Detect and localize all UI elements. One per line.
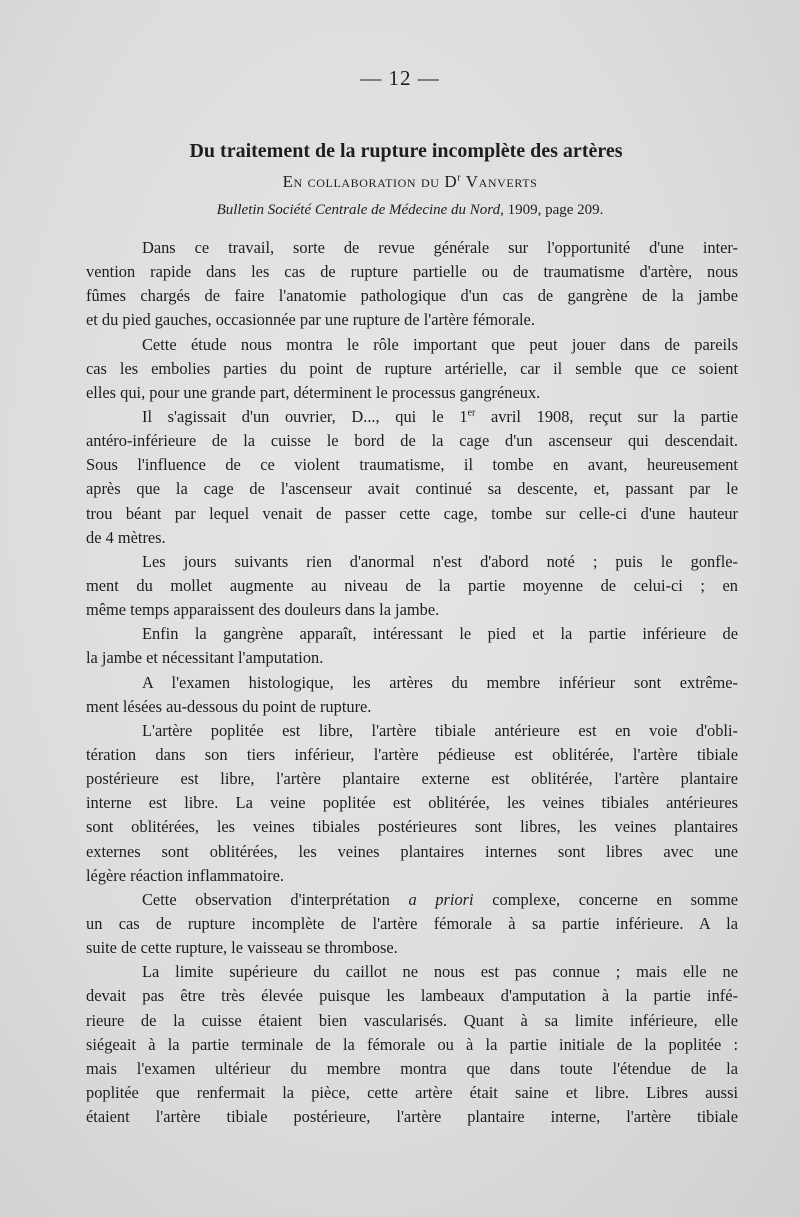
body-line-text-continued: complexe, concerne en somme <box>473 889 738 909</box>
body-line <box>86 502 738 526</box>
body-line <box>86 767 738 791</box>
body-line <box>86 912 738 936</box>
body-text <box>86 236 738 1129</box>
authors-name: Vanverts <box>465 172 538 191</box>
body-line <box>86 646 738 670</box>
body-line-text: L'artère poplitée est libre, l'artère tibiale antérieure est en voie d'obli- <box>142 720 738 740</box>
body-line-text: ment du mollet augmente au niveau de la partie moyenne de celui-ci ; en <box>86 575 738 595</box>
body-line-italic: a priori <box>408 889 474 909</box>
body-line <box>86 526 738 550</box>
body-line <box>86 1009 738 1033</box>
body-line <box>86 405 738 429</box>
body-line <box>86 453 738 477</box>
body-line-text: Cette étude nous montra le rôle important que peut jouer dans de pareils <box>142 334 738 354</box>
body-line-text: la jambe et nécessitant l'amputation. <box>86 648 324 668</box>
body-line-text: après que la cage de l'ascenseur avait continué sa descente, et, passant par le <box>86 479 738 499</box>
body-line-text: postérieure est libre, l'artère plantaire externe est oblitérée, l'artère plantaire <box>86 769 738 789</box>
body-line <box>86 260 738 284</box>
body-line-text: Sous l'influence de ce violent traumatisme, il tombe en avant, heureusement <box>86 455 738 475</box>
body-line-text: et du pied gauches, occasionnée par une rupture de l'artère fémorale. <box>86 310 535 330</box>
body-line <box>86 960 738 984</box>
body-line <box>86 284 738 308</box>
body-line <box>86 1105 738 1129</box>
body-line-text: cas les embolies parties du point de rupture artérielle, car il semble que ce soient <box>86 358 738 378</box>
body-line <box>86 429 738 453</box>
body-line-text: Il s'agissait d'un ouvrier, D..., qui le 1 <box>142 406 468 426</box>
article-citation <box>0 202 800 219</box>
body-line <box>86 815 738 839</box>
body-line-text: devait pas être très élevée puisque les lambeaux d'amputation à la partie infé- <box>86 986 738 1006</box>
body-line <box>86 308 738 332</box>
page-number: — 12 — <box>360 66 440 90</box>
body-line-text: Cette observation d'interprétation <box>142 889 409 909</box>
body-line <box>86 695 738 719</box>
body-line-text: étaient l'artère tibiale postérieure, l'artère plantaire interne, l'artère tibiale <box>86 1107 738 1127</box>
body-line-text: Dans ce travail, sorte de revue générale sur l'opportunité d'une inter- <box>142 238 738 257</box>
body-line-text: Les jours suivants rien d'anormal n'est d'abord noté ; puis le gonfle- <box>142 551 738 571</box>
body-line-text: mais l'examen ultérieur du membre montra que dans toute l'étendue de la <box>86 1058 738 1078</box>
body-line <box>86 840 738 864</box>
body-line <box>86 622 738 646</box>
body-line-text: vention rapide dans les cas de rupture partielle ou de traumatisme d'artère, nous <box>86 262 738 282</box>
citation-details: 1909, page 209. <box>507 202 604 218</box>
body-line-text: sont oblitérées, les veines tibiales postérieures sont libres, les veines plantaires <box>86 817 738 837</box>
body-line <box>86 1081 738 1105</box>
body-line-text: antéro-inférieure de la cuisse le bord de la cage d'un ascenseur qui descendait. <box>86 431 738 451</box>
body-line <box>86 864 738 888</box>
body-line <box>86 671 738 695</box>
body-line-text: Enfin la gangrène apparaît, intéressant le pied et la partie inférieure de <box>142 624 738 644</box>
body-line-text: rieure de la cuisse étaient bien vascularisés. Quant à sa limite inférieure, elle <box>86 1010 738 1030</box>
body-line <box>86 743 738 767</box>
article-title: Du traitement de la rupture incomplète des artères <box>189 140 623 162</box>
body-line <box>86 550 738 574</box>
body-line-text-continued: avril 1908, reçut sur la partie <box>475 406 738 426</box>
body-line-text: La limite supérieure du caillot ne nous est pas connue ; mais elle ne <box>142 962 738 982</box>
body-line <box>86 598 738 622</box>
body-line <box>86 984 738 1008</box>
body-line <box>86 719 738 743</box>
body-line-text: tération dans son tiers inférieur, l'artère pédieuse est oblitérée, l'artère tibiale <box>86 744 738 764</box>
body-line-text: suite de cette rupture, le vaisseau se thrombose. <box>86 938 398 958</box>
body-line <box>86 1033 738 1057</box>
body-line <box>86 1057 738 1081</box>
body-line-text: un cas de rupture incomplète de l'artère fémorale à sa partie inférieure. A la <box>86 913 738 933</box>
body-line <box>86 477 738 501</box>
body-line-text: même temps apparaissent des douleurs dans la jambe. <box>86 600 440 620</box>
article-authors <box>0 172 800 192</box>
body-line-text: siégeait à la partie terminale de la fémorale ou à la partie initiale de la poplitée : <box>86 1034 738 1054</box>
body-line-text: poplitée que renfermait la pièce, cette artère était saine et libre. Libres aussi <box>86 1082 738 1102</box>
body-line <box>86 791 738 815</box>
body-line <box>86 333 738 357</box>
body-line-text: fûmes chargés de faire l'anatomie pathologique d'un cas de gangrène de la jambe <box>86 286 738 306</box>
body-line <box>86 357 738 381</box>
body-line-text: interne est libre. La veine poplitée est oblitérée, les veines tibiales antérieures <box>86 793 738 813</box>
authors-prefix: En collaboration du D <box>282 172 458 191</box>
body-line-text: externes sont oblitérées, les veines plantaires internes sont libres avec une <box>86 841 738 861</box>
body-line-text: de 4 mètres. <box>86 527 166 547</box>
body-line-text: A l'examen histologique, les artères du membre inférieur sont extrême- <box>142 672 738 692</box>
body-line-text: elles qui, pour une grande part, déterminent le processus gangréneux. <box>86 382 541 402</box>
citation-journal: Bulletin Société Centrale de Médecine du Nord, <box>216 202 504 218</box>
body-line-text: légère réaction inflammatoire. <box>86 865 284 885</box>
authors-sup: r <box>457 172 462 184</box>
body-line <box>86 236 738 260</box>
body-line-superscript: er <box>467 407 476 419</box>
body-line-text: ment lésées au-dessous du point de rupture. <box>86 696 372 716</box>
body-line <box>86 381 738 405</box>
body-line <box>86 936 738 960</box>
body-line <box>86 574 738 598</box>
body-line-text: trou béant par lequel venait de passer cette cage, tombe sur celle-ci d'une hauteur <box>86 503 738 523</box>
body-line <box>86 888 738 912</box>
